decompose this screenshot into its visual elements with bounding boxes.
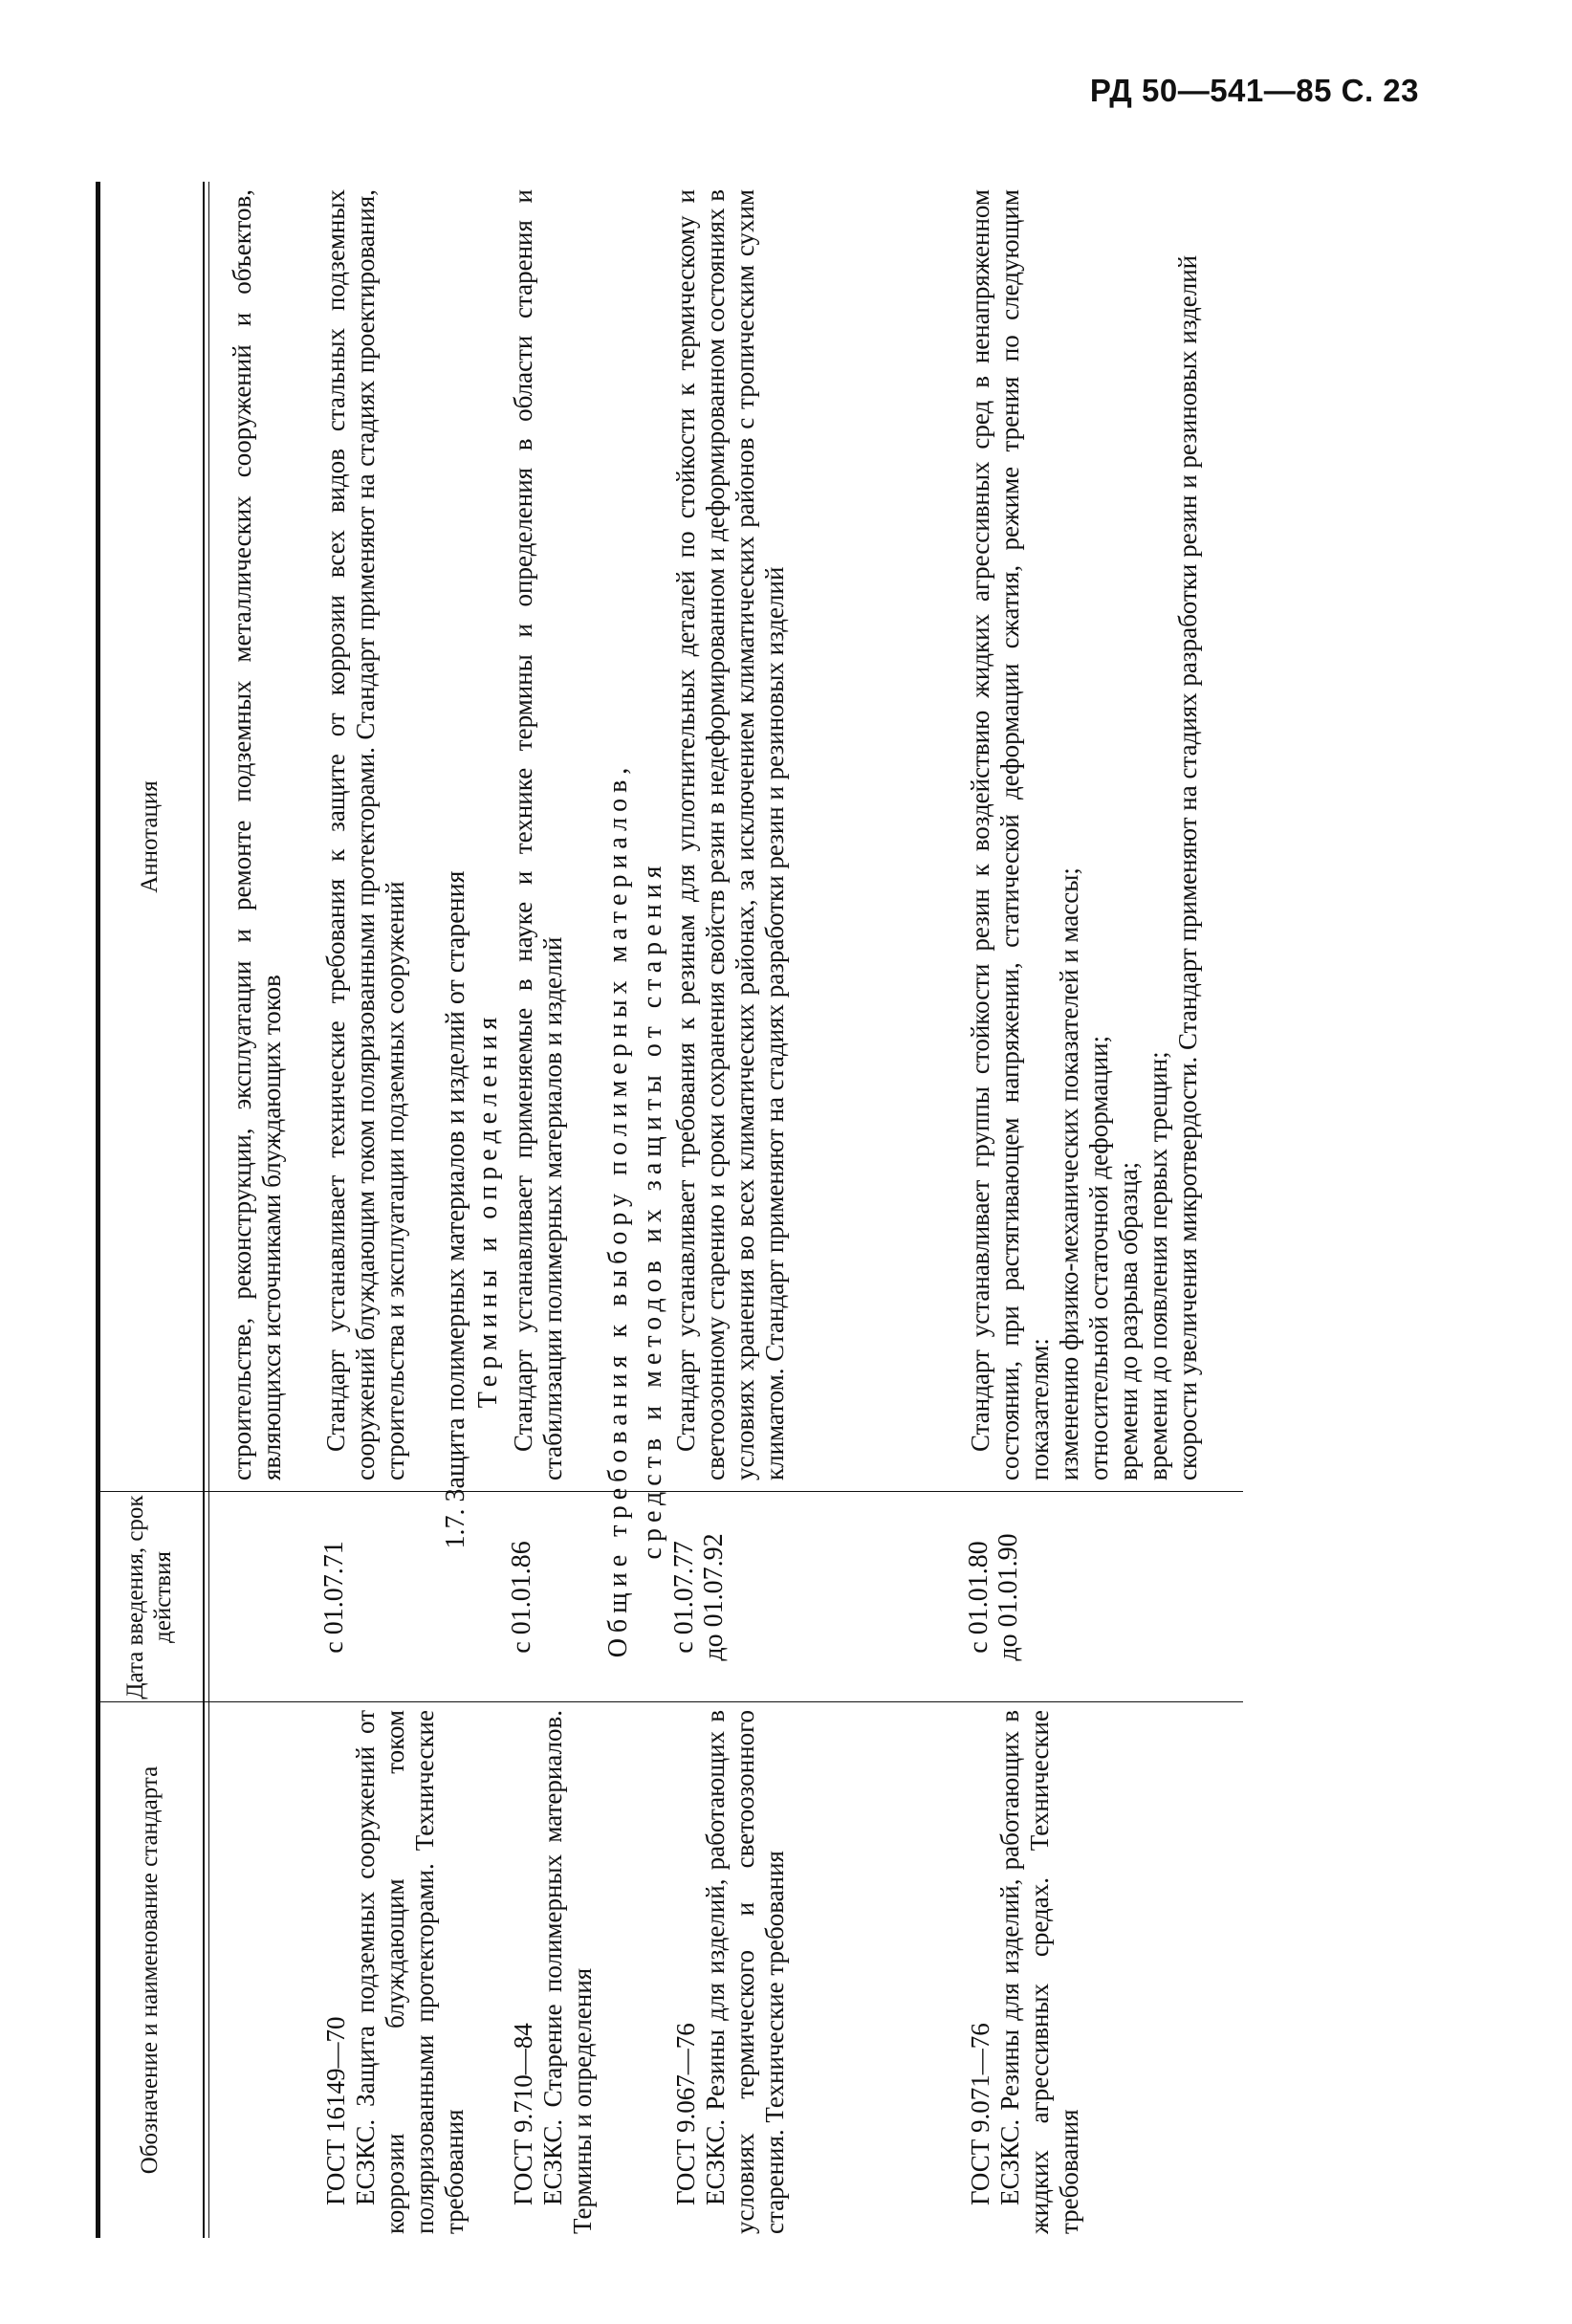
- date-cell: [669, 1492, 729, 1702]
- standard-code: ГОСТ 9.067—76: [671, 2023, 700, 2205]
- section-title-general: Общие требования к выбору полимерных материалов,: [603, 761, 633, 1658]
- section-title: 1.7. Защита полимерных материалов и изделий от старения: [441, 870, 470, 1549]
- standard-title: ЕСЗКС. Старение полимерных материалов. Термины и определения: [538, 1710, 597, 2234]
- annotation-list-item: относительной остаточной деформации;: [1084, 1035, 1113, 1480]
- annotation-text: Стандарт устанавливает требования к резинам для уплотнительных деталей по стойкости к термическому и светоозонному старению и сроки сохранения свойств резин в недеформированном и деформированном состояниях в условиях хранения во всех климатических районах, за исключением климатических районов с тропическим сухим климатом. Стандарт применяют на стадиях разработки резин и резиновых изделий: [671, 189, 789, 1480]
- annotation-intro: Стандарт устанавливает группы стойкости резин к воздействию жидких агрессивных сред в ненапряженном состоянии, при растягивающем напряжении, статической деформации сжатия, режиме трения по следующим показателям:: [966, 189, 1054, 1480]
- date-cell: с 01.01.86: [507, 1541, 536, 1654]
- standard-cell: [509, 1710, 598, 2234]
- date-cell: [964, 1492, 1023, 1702]
- annotation-cell: [671, 189, 790, 1480]
- annotation-cell: [509, 189, 568, 1480]
- date-to: до 01.01.90: [993, 1533, 1023, 1661]
- standard-cell: [966, 1710, 1084, 2234]
- standard-code: ГОСТ 9.071—76: [966, 2023, 994, 2205]
- date-from: с 01.01.80: [964, 1541, 993, 1654]
- annotation-text: Стандарт устанавливает применяемые в науке и технике термины и определения в области старения и стабилизации полимерных материалов и изделий: [509, 189, 567, 1480]
- section-subtitle-general: средств и методов их защиты от старения: [638, 860, 667, 1560]
- date-to: до 01.07.92: [699, 1533, 729, 1661]
- date-from: с 01.07.77: [669, 1541, 699, 1654]
- annotation-list-item: времени до появления первых трещин;: [1144, 1051, 1172, 1480]
- standard-title: ЕСЗКС. Защита подземных сооружений от коррозии блуждающим током поляризованными протекторами. Технические требования: [351, 1710, 469, 2234]
- section-subtitle: Термины и определения: [473, 1011, 503, 1409]
- header-standard: Обозначение и наименование стандарта: [136, 1765, 163, 2175]
- annotation-continuation: [228, 189, 287, 1480]
- annotation-list-item: скорости увеличения микротвердости. Стандарт применяют на стадиях разработки резин и резиновых изделий: [1173, 254, 1202, 1480]
- annotation-list-item: времени до разрыва образца;: [1114, 1161, 1143, 1480]
- header-annotation: Аннотация: [136, 780, 163, 893]
- standard-code: ГОСТ 9.710—84: [509, 2023, 537, 2205]
- annotation-cell: [321, 189, 410, 1480]
- standard-title: ЕСЗКС. Резины для изделий, работающих в условиях термического и светоозонного старения. Технические требования: [701, 1710, 789, 2234]
- annotation-list-item: изменению физико-механических показателей и массы;: [1055, 867, 1083, 1480]
- annotation-text: Стандарт устанавливает технические требования к защите от коррозии всех видов стальных подземных сооружений блуждающим током поляризованными протекторами. Стандарт применяют на стадиях проектирования, строительства и эксплуатации подземных сооружений: [321, 189, 409, 1480]
- date-cell: с 01.07.71: [319, 1541, 349, 1654]
- header-date: Дата введения, срок действия: [122, 1495, 176, 1699]
- rotated-table: [96, 182, 1430, 2238]
- annotation-cell: [966, 189, 1203, 1480]
- standard-title: ЕСЗКС. Резины для изделий, работающих в жидких агрессивных средах. Технические требования: [995, 1710, 1083, 2234]
- standard-cell: [671, 1710, 790, 2234]
- standard-code: ГОСТ 16149—70: [321, 2016, 350, 2205]
- annotation-text: строительстве, реконструкции, эксплуатации и ремонте подземных металлических сооружений и объектов, являющихся источниками блуждающих токов: [228, 189, 286, 1480]
- header-rule: [203, 182, 205, 2238]
- header-rule-double: [208, 182, 209, 2238]
- page-header: РД 50—541—85 С. 23: [1089, 73, 1419, 108]
